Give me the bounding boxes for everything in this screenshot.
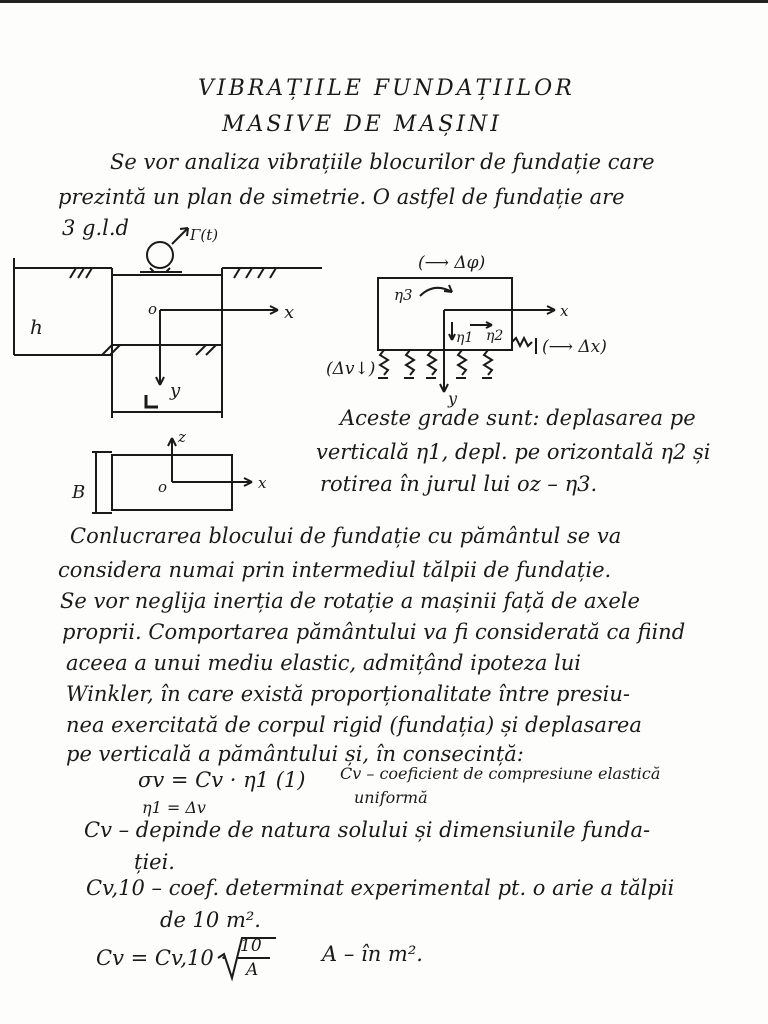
- sqrt-numerator: 10: [240, 936, 262, 956]
- intro-line-2: prezintă un plan de simetrie. O astfel de fundație are: [58, 185, 625, 209]
- paragraph-line-2: considera numai prin intermediul tălpii de fundație.: [58, 558, 612, 582]
- intro-line-1: Se vor analiza vibrațiile blocurilor de fundație care: [110, 150, 655, 174]
- fig2-axis-y-label: y: [448, 389, 458, 408]
- horizontal-displacement-note: (⟶ Δx): [542, 337, 607, 357]
- degrees-line-3: rotirea în jurul lui oz – η3.: [320, 472, 598, 496]
- plan-axis-z-label: z: [178, 428, 186, 446]
- paragraph-line-3: Se vor neglija inerția de rotație a mașinii față de axele: [60, 589, 640, 613]
- eta2-label: η2: [486, 328, 504, 344]
- force-label: Γ(t): [190, 226, 219, 244]
- plan-origin-label: o: [158, 478, 168, 496]
- paragraph-line-1: Conlucrarea blocului de fundație cu pământul se va: [70, 524, 622, 548]
- degrees-line-1: Aceste grade sunt: deplasarea pe: [340, 406, 696, 430]
- paragraph-line-4: proprii. Comportarea pământului va fi considerată ca fiind: [62, 620, 686, 644]
- fig2-axis-x-label: x: [560, 302, 569, 320]
- paragraph-line-5: aceea a unui mediu elastic, admițând ipoteza lui: [66, 651, 581, 675]
- intro-line-3: 3 g.l.d: [62, 216, 129, 240]
- cv-definition-line-1: Cv – depinde de natura solului și dimensiunile funda-: [84, 818, 651, 842]
- fig1-axis-y-label: y: [170, 380, 181, 401]
- title-line-1: VIBRAȚIILE FUNDAȚIILOR: [198, 76, 575, 101]
- degrees-line-2: verticală η1, depl. pe orizontală η2 și: [316, 440, 711, 464]
- paragraph-line-6: Winkler, în care există proporționalitate între presiu-: [66, 682, 631, 706]
- paragraph-line-8: pe verticală a pământului și, în consecință:: [66, 742, 524, 766]
- eta1-label: η1: [456, 330, 474, 346]
- rotation-label: (⟶ Δφ): [418, 253, 486, 273]
- cv-note-line-1: Cv – coeficient de compresiune elastică: [340, 764, 661, 783]
- plan-width-label: B: [72, 482, 86, 503]
- cv-formula-left: Cv = Cv,10 ·: [96, 946, 228, 970]
- title-line-2: MASIVE DE MAȘINI: [222, 112, 502, 137]
- plan-axis-x-label: x: [258, 474, 267, 492]
- sqrt-denominator: A: [246, 960, 259, 980]
- vertical-displacement-note: (Δv↓): [326, 359, 376, 379]
- cv10-definition-line-2: de 10 m².: [160, 908, 261, 932]
- cv10-definition-line-1: Cv,10 – coef. determinat experimental pt. o arie a tălpii: [86, 876, 675, 900]
- eta3-label: η3: [394, 286, 413, 304]
- cv-definition-line-2: ției.: [134, 850, 175, 874]
- cv-note-line-2: uniformă: [354, 788, 428, 807]
- fig1-axis-x-label: x: [284, 302, 295, 323]
- fig1-height-label: h: [30, 315, 43, 339]
- winkler-formula-sub: η1 = Δv: [142, 798, 206, 817]
- winkler-formula: σv = Cv · η1 (1): [138, 768, 306, 792]
- paragraph-line-7: nea exercitată de corpul rigid (fundația) și deplasarea: [66, 713, 642, 737]
- area-unit-note: A – în m².: [322, 942, 423, 966]
- fig1-origin-label: o: [148, 300, 158, 318]
